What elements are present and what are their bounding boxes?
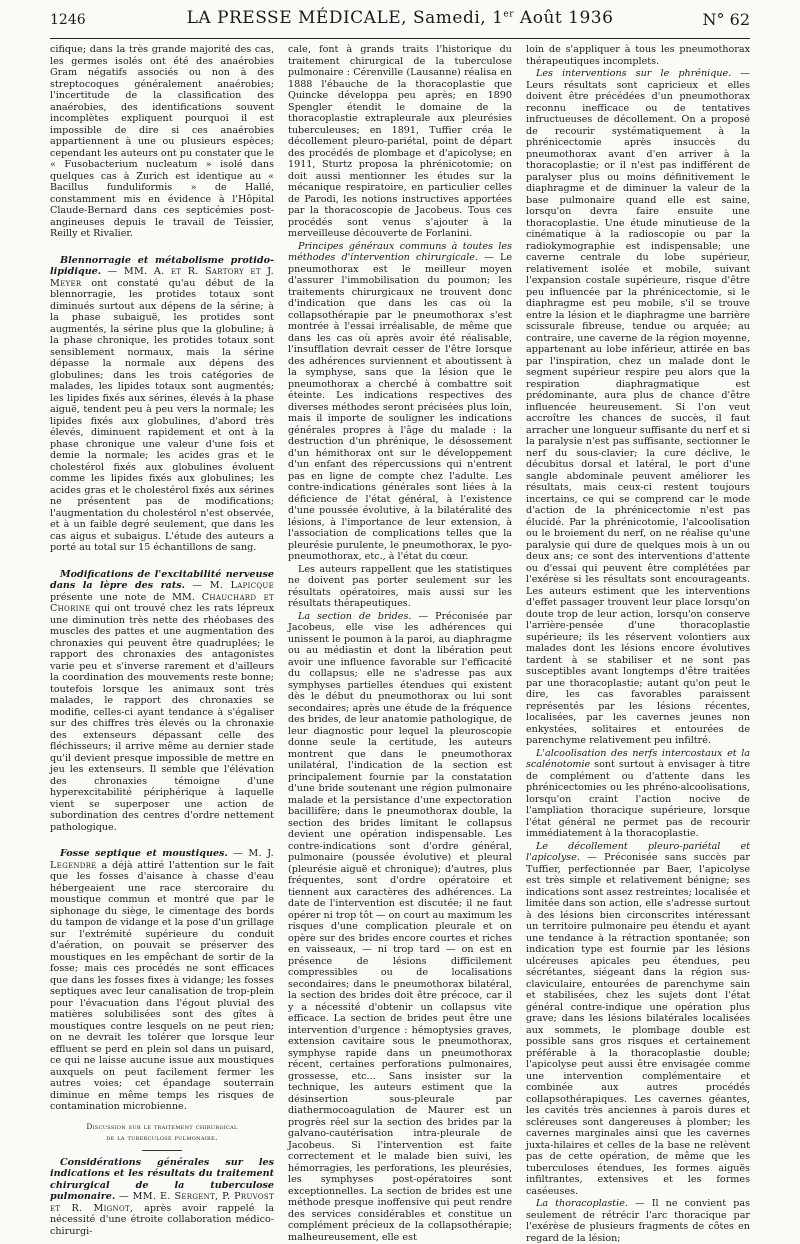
column-3: [526, 44, 750, 1244]
section-principes: [288, 241, 512, 563]
paragraph: loin de s'appliquer à tous les pneumothorax thérapeutiques incomplets.: [526, 44, 750, 67]
section-authors: — MM. E. Sergent, P. Pruvost et R. Mignot,: [50, 1191, 274, 1214]
section-subtitle: Le décollement pleuro-pariétal et l'apicolyse.: [526, 840, 750, 863]
section-subtitle: La section de brides.: [298, 610, 412, 622]
section-text: ont constaté qu'au début de la blennorragie, les protides totaux sont diminués surtout aux dépens de la sérine; à la phase subaiguë, les protides sont augmentés, la sérine plus que la globuline; à la phase chronique, les protides totaux sont sensiblement normaux, mais la sérine dépasse la normale aux dépens des globulines; dans les trois catégories de malades, les lipides totaux sont augmentés; les lipides fixés aux sérines, élevés à la phase aiguë, tendent peu à peu vers la normale; les lipides fixés aux globulines, d'abord très élevés, diminuent rapidement et ont à la phase chronique une valeur d'une fois et demie la normale; les acides gras et le cholestérol fixés aux globulines évoluent comme les lipides fixés aux globulines; les acides gras et le cholestérol fixés aux sérines ne présentent pas de modifications; l'augmentation du cholestérol n'est observée, et à un faible degré seulement, que dans les cas aigus et subaigus. L'étude des auteurs a porté au total sur 15 échantillons de sang.: [50, 277, 274, 553]
section-names: Chauchard et Chorine: [50, 591, 274, 614]
section-blennorragie: [50, 255, 274, 554]
section-text: — Le pneumothorax est le meilleur moyen d'assurer l'immobilisation du poumon; les traitements chirurgicaux ne trouvent donc d'indication que dans les cas où la collapsothérapie par le pneumothorax s'est montrée à l'essai irréalisable, de même que dans les cas où après avoir été réalisable, l'insufflation devrait cesser de l'être lorsque des adhérences surviennent et aboutissent à la symphyse, sans que la lésion que le pneumothorax a cherché à combattre soit éteinte. Les indications respectives des diverses méthodes seront précisées plus loin, mais il importe de souligner les indications générales propres à l'âge du malade : la destruction d'un phrénique, le désossement d'un hémithorax ont sur le développement d'un enfant des répercussions qui n'entrent pas en ligne de compte chez l'adulte. Les contre-indications générales sont liées à la déficience de l'état général, à l'existence d'une poussée évolutive, à la bilatéralité des lésions, à l'importance de leur extension, à l'association de complications telles que la pleurésie purulente, le pneumothorax, le pyo-pneumothorax, etc., à l'état du cœur.: [288, 252, 512, 562]
section-decollement: [526, 841, 750, 1198]
issue-date-day: Samedi, 1: [412, 8, 504, 28]
column-2: [288, 44, 512, 1243]
column-1: [50, 44, 274, 1237]
section-brides: [288, 611, 512, 1244]
page-number: 1246: [50, 12, 86, 28]
section-text: après avoir rappelé la nécessité d'une étroite collaboration médico-chirurgi-: [50, 1202, 274, 1237]
section-authors: — MM. A. et R. Sartory et J. Meyer: [50, 266, 274, 289]
journal-title: [50, 8, 750, 28]
section-authors: — M. J. Legendre: [50, 848, 274, 871]
section-subtitle: L'alcoolisation des nerfs intercostaux et la scalénotomie: [526, 747, 750, 770]
discussion-line: de la tuberculose pulmonaire.: [106, 1133, 218, 1142]
section-text: — Préconisée par Jacobeus, elle vise les adhérences qui unissent le poumon à la paroi, au diaphragme ou au médiastin et dont la libération peut avoir une influence favorable sur l'efficacité du collapsus; elle ne s'adresse pas aux symphyses partielles étendues qui existent dès le début du pneumothorax ou lui sont secondaires; après une étude de la fréquence des brides, de leur anatomie pathologique, de leur diagnostic pour lequel la pleuroscopie donne seule la certitude, les auteurs montrent que dans le pneumothorax unilatéral, l'indication de la section est principalement fournie par la constatation d'une bride soutenant une région pulmonaire malade et la persistance d'une expectoration bacillifère; dans le pneumothorax double, la section des brides limitant le collapsus devient une opération indispensable. Les contre-indications sont d'ordre général, pulmonaire (poussée évolutive) et pleural (pleurésie aiguë et chronique); d'autres, plus fréquentes, sont d'ordre opératoire et tiennent aux caractères des adhérences. La date de l'intervention est discutée; il ne faut opérer ni trop tôt — on court au maximum les risques d'une complication pleurale et on opère sur des brides encore courtes et riches en vaisseaux, — ni trop tard — on est en présence de lésions difficilement compressibles ou de localisations secondaires; dans le pneumothorax bilatéral, la section des brides doit être précoce, car il y a nécessité d'obtenir un collapsus vite efficace. La section de brides peut être une intervention d'urgence : hémoptysies graves, extension cavitaire sous le pneumothorax, symphyse rapide dans un pneumothorax récent, certaines perforations pulmonaires, grossesse, etc... Sans insister sur la technique, les auteurs estiment que la désinsertion sous-pleurale par diathermocoagulation de Maurer est un progrès réel sur la section des brides par la galvano-cautérisation intra-pleurale de Jacobeus. Si l'intervention est faite correctement et le malade bien suivi, les hémorragies, les perforations, les pleurésies, les symphyses post-opératoires sont exceptionnelles. La section de brides est une méthode presque inoffensive qui peut rendre des services considérables et constitue un complément précieux de la collapsothérapie; malheureusement, elle est: [288, 610, 512, 1243]
section-title: Modifications de l'excitabilité nerveuse dans la lèpre des rats.: [50, 568, 274, 591]
section-title: Blennorragie et métabolisme protido-lipidique.: [50, 254, 274, 277]
section-text: présente une note de MM.: [50, 591, 202, 603]
section-subtitle: Principes généraux communs à toutes les méthodes d'intervention chirurgicale.: [288, 240, 512, 263]
section-authors: — M. Lapicque: [185, 580, 274, 591]
section-phrenique: [526, 68, 750, 747]
spacer: [50, 834, 274, 848]
section-alcoolisation: [526, 748, 750, 840]
section-text: — Préconisée sans succès par Tuffier, perfectionnée par Baer, l'apicolyse est très simple et relativement bénigne; ses indications sont assez restreintes; localisée et limitée dans son action, elle s'adresse surtout à des lésions bien circonscrites intéressant un territoire pulmonaire peu étendu et ayant une tendance à la rétraction spontanée; son indication type est fournie par les lésions ulcéreuses apicales peu étendues, peu sécrétantes, siégeant dans la région sus-claviculaire, entourées de parenchyme sain et stabilisées, chez les sujets dont l'état général contre-indique une opération plus grave; dans les lésions bilatérales localisées aux sommets, le plombage double est possible sans gros risques et certainement préférable à la thoracoplastie double; l'apicolyse peut aussi être envisagée comme une intervention complémentaire et combinée aux autres procédés collapsothérapiques. Les cavernes géantes, les cavités très anciennes à parois dures et scléreuses sont dangereuses à plomber; les cavernes marginales ainsi que les cavernes juxta-hilaires et celles de la base ne relèvent pas de cette opération, de même que les tuberculoses étendues, les formes aiguës infiltrantes, extensives et les formes caséeuses.: [526, 852, 750, 1197]
paragraph: cale, font à grands traits l'historique du traitement chirurgical de la tuberculose pulmonaire : Cérenville (Lausanne) réalisa en 1888 l'ébauche de la thoracoplastie que Quincke développa peu après; en 1890 Spengler étendit le domaine de la thoracoplastie extrapleurale aux pleurésies tuberculeuses; en 1891, Tuffier créa le décollement pleuro-pariétal, point de départ des procédés de plombage et d'apicolyse; en 1911, Sturtz proposa la phrénicotomie; on doit aussi mentionner les études sur la mécanique respiratoire, en particulier celles de Parodi, les notions instructives apportées par la thoracoscopie de Jacobeus. Tous ces procédés sont venus s'ajouter à la merveilleuse découverte de Forlanini.: [288, 44, 512, 239]
section-fosse: [50, 848, 274, 1113]
issue-date-rest: Août 1936: [514, 8, 614, 28]
page-header: [50, 6, 750, 34]
section-text: — Il ne convient pas seulement de rétrécir l'arc thoracique par l'exérèse de plusieurs fragments de côtes en regard de la lésion;: [526, 1198, 750, 1244]
divider: [142, 1150, 182, 1151]
header-rule: [50, 38, 750, 39]
paragraph: cifique; dans la très grande majorité des cas, les germes isolés ont été des anaérobies Gram négatifs associés ou non à des streptocoques généralement anaérobies; l'incertitude de la classification des anaérobies, des identifications souvent incomplètes expliquent pourquoi il est impossible de dire si ces anaérobies appartiennent à une ou plusieurs espèces; cependant les auteurs ont pu constater que le « Fusobacterium nucleatum » isolé dans quelques cas à Zurich est identique au « Bacillus funduliformis » de Hallé, constamment mis en évidence à l'Hôpital Claude-Bernard dans ces septicémies post-angineuses depuis le travail de Teissier, Reilly et Rivalier.: [50, 44, 274, 239]
section-title: Fosse septique et moustiques.: [60, 848, 228, 859]
article-columns: [50, 44, 750, 1244]
discussion-heading: [50, 1121, 274, 1144]
section-subtitle: Les interventions sur le phrénique.: [536, 68, 732, 79]
issue-number: N° 62: [702, 10, 750, 29]
discussion-line: Discussion sur le traitement chirurgical: [86, 1121, 238, 1131]
section-subtitle: La thoracoplastie.: [536, 1198, 628, 1209]
section-lepre: [50, 569, 274, 834]
section-text: — Leurs résultats sont capricieux et elles doivent être précédées d'un pneumothorax reconnu inefficace ou de tentatives infructueuses de décollement. On a proposé de recourir systématiquement à la phrénicectomie après insuccès du pneumothorax avant d'en arriver à la thoracoplastie; or il n'est pas indifférent de paralyser plus ou moins définitivement le diaphragme et de diminuer la valeur de la base pulmonaire quand elle est saine, lorsqu'on devra faire ensuite une thoracoplastie. Une étude minutieuse de la cinématique à la radioscopie ou par la radiokymographie est indispensable; une caverne centrale du lobe supérieur, relativement isolée et mobile, suivant l'expansion costale supérieure, risque d'être peu influencée par la phrénicectomie, si le diaphragme est peu mobile, s'il se trouve entre la lésion et le diaphragme une barrière scissurale fibreuse, tendue ou arquée; au contraire, une caverne de la région moyenne, appartenant au lobe inférieur, attirée en bas par l'inspiration, chez un malade dont le segment supérieur respire peu alors que la respiration diaphragmatique est prédominante, aura plus de chance d'être influencée heureusement. Si l'on veut accroître les chances de succès, il faut arracher une longueur suffisante du nerf et si la paralysie n'est pas suffisante, sectionner le nerf du sous-clavier; la cure déclive, le décubitus dorsal et latéral, le port d'une sangle abdominale peuvent améliorer les résultats, mais ceux-ci restent toujours incertains, ce qui se comprend car le mode d'action de la phrénicectomie n'est pas élucidé. Par la phrénicotomie, l'alcoolisation ou le broiement du nerf, on ne réalise qu'une paralysie qui dure de quelques mois à un ou deux ans; ce sont des interventions d'attente ou d'essai qui peuvent être complétées par l'exérèse si les résultats sont encourageants. Les auteurs estiment que les interventions d'effet passager trouvent leur place lorsqu'on doute trop de leur action, lorsqu'on conserve l'arrière-pensée d'une thoracoplastie supérieure; ils les réservent volontiers aux malades dont les lésions encore évolutives tardent à se stabiliser et ne sont pas susceptibles avant longtemps d'être traitées par une thoracoplastie; autant qu'on peut le dire, les cas favorables paraissent représentés par les lésions récentes, localisées, par les cavernes jeunes non enkystées, solitaires et entourées de parenchyme relativement peu infiltré.: [526, 68, 750, 746]
spacer: [50, 555, 274, 569]
spacer: [50, 241, 274, 255]
section-text: sont surtout à envisager à titre de complément ou d'attente dans les phrénicectomies ou les phréno-alcoolisations, lorsqu'on craint l'action nocive de l'ampliation thoracique supérieure, lorsque l'état général ne permet pas de recourir immédiatement à la thoracoplastie.: [526, 759, 750, 839]
section-thoracoplastie: [526, 1198, 750, 1244]
section-title: Considérations générales sur les indications et les résultats du traitement chirurgical de la tuberculose pulmonaire.: [50, 1156, 274, 1202]
issue-date-sup: er: [503, 9, 515, 20]
section-text: a déjà attiré l'attention sur le fait que les fosses d'aisance à chasse d'eau hébergeaient une race stercoraire du moustique commun et montré que par le siphonage du siège, le cimentage des bords du tampon de vidange et la pose d'un grillage sur l'extrémité supérieure du conduit d'aération, on pouvait se préserver des moustiques en les empêchant de sortir de la fosse; mais ces procédés ne sont efficaces que dans les fosses fixes à vidange; les fosses septiques avec leur canalisation de trop-plein pour l'évacuation dans l'égout pluvial des matières solubilisées sont des gîtes à moustiques contre lesquels on ne peut rien; on ne devrait les tolérer que lorsque leur effluent se perd en plein sol dans un puisard, ce qui ne laisse aucune issue aux moustiques auxquels on peut facilement fermer les autres voies; cet épandage souterrain diminue en même temps les risques de contamination microbienne.: [50, 859, 274, 1112]
section-text: qui ont trouvé chez les rats lépreux une diminution très nette des rhéobases des muscles des pattes et une augmentation des chronaxies qui peuvent être quadruplées; le rapport des chronaxies des antagonistes varie peu et s'inverse rarement et d'ailleurs la coordination des mouvements reste bonne; toutefois lorsque les animaux sont très malades, le rapport des chronaxies se modifie, celles-ci ayant tendance à s'égaliser sur des chiffres très élevés ou la chronaxie des extenseurs dépassant celle des fléchisseurs; il arrive même au dernier stade qu'il devient presque impossible de mettre en jeu les extenseurs. Il semble que l'élévation des chronaxies témoigne d'une hyperexcitabilité périphérique à laquelle vient se superposer une action de subordination des centres d'ordre nettement pathologique.: [50, 603, 274, 833]
journal-name: LA PRESSE MÉDICALE,: [186, 8, 408, 28]
section-considerations: [50, 1157, 274, 1238]
paragraph: Les auteurs rappellent que les statistiques ne doivent pas porter seulement sur les résultats opératoires, mais aussi sur les résultats thérapeutiques.: [288, 563, 512, 609]
